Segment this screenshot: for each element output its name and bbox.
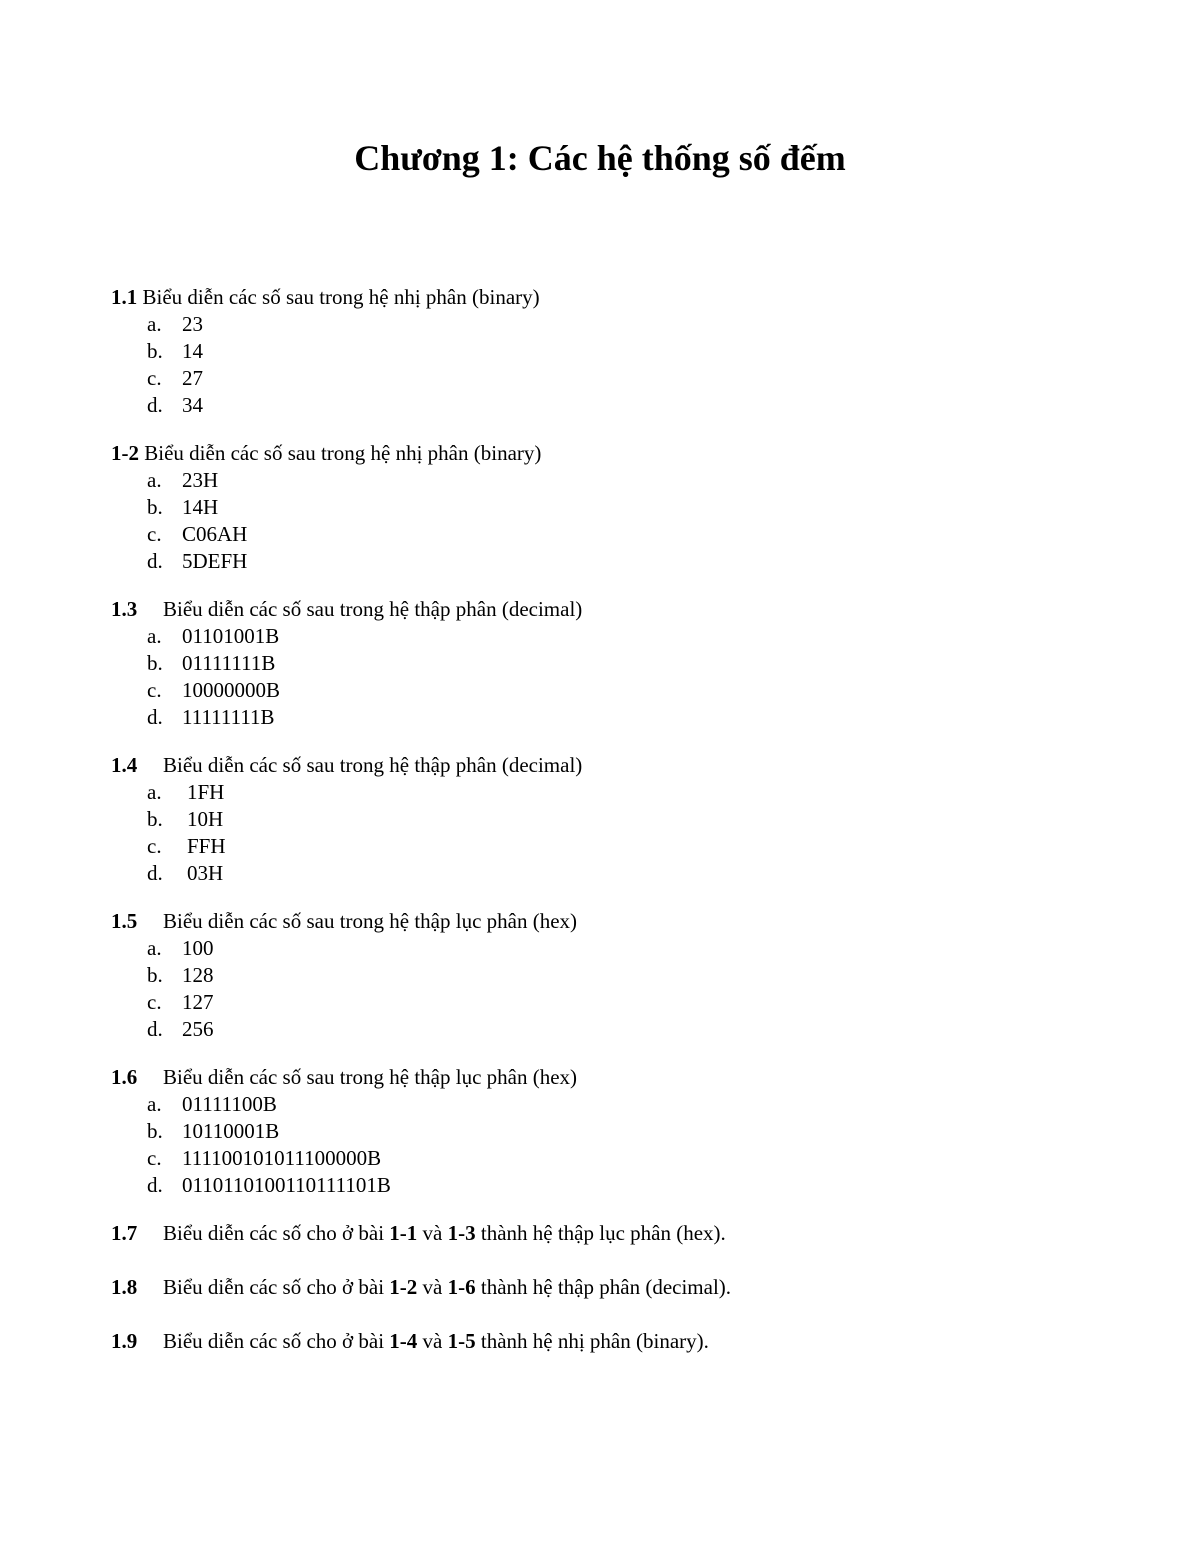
exercise-1-8 xyxy=(111,1274,1111,1301)
option-value: 111100101011100000B xyxy=(182,1146,382,1170)
option-value: 10H xyxy=(187,807,224,831)
option-letter: c. xyxy=(147,1146,162,1170)
exercise-number: 1.9 xyxy=(111,1329,138,1353)
exercise-text: Biểu diễn các số cho ở bài xyxy=(163,1329,385,1353)
exercise-1-5 xyxy=(111,908,1111,1043)
option-item xyxy=(111,677,1111,704)
option-item xyxy=(111,935,1111,962)
option-item xyxy=(111,962,1111,989)
exercise-question xyxy=(111,752,1111,779)
option-letter: a. xyxy=(147,624,162,648)
option-item xyxy=(111,1016,1111,1043)
exercise-conjunction: và xyxy=(422,1329,443,1353)
option-item xyxy=(111,1145,1111,1172)
option-list xyxy=(111,1091,1111,1199)
option-item xyxy=(111,521,1111,548)
exercise-text-end: thành hệ thập lục phân (hex). xyxy=(480,1221,726,1245)
option-value: 27 xyxy=(182,366,203,390)
option-value: 5DEFH xyxy=(182,549,248,573)
option-value: 1FH xyxy=(187,780,225,804)
option-letter: c. xyxy=(147,990,162,1014)
exercise-text: Biểu diễn các số cho ở bài xyxy=(163,1221,385,1245)
option-item xyxy=(111,860,1111,887)
option-value: 01101001B xyxy=(182,624,280,648)
option-item xyxy=(111,392,1111,419)
exercise-ref: 1-6 xyxy=(447,1275,476,1299)
option-letter: d. xyxy=(147,1173,163,1197)
exercise-number: 1.7 xyxy=(111,1221,138,1245)
option-list xyxy=(111,779,1111,887)
option-item xyxy=(111,650,1111,677)
option-letter: b. xyxy=(147,807,163,831)
option-value: 256 xyxy=(182,1017,214,1041)
option-item xyxy=(111,779,1111,806)
exercise-text: Biểu diễn các số sau trong hệ nhị phân (binary) xyxy=(144,441,542,465)
option-value: 11111111B xyxy=(182,705,275,729)
option-item xyxy=(111,548,1111,575)
option-letter: d. xyxy=(147,1017,163,1041)
option-item xyxy=(111,806,1111,833)
option-letter: a. xyxy=(147,1092,162,1116)
option-letter: b. xyxy=(147,651,163,675)
exercise-number: 1.1 xyxy=(111,285,138,309)
option-value: 100 xyxy=(182,936,214,960)
option-item xyxy=(111,989,1111,1016)
exercise-question xyxy=(111,596,1111,623)
exercise-text-end: thành hệ thập phân (decimal). xyxy=(480,1275,732,1299)
exercise-text: Biểu diễn các số sau trong hệ thập lục phân (hex) xyxy=(163,909,578,933)
option-value: 01111111B xyxy=(182,651,276,675)
option-list xyxy=(111,311,1111,419)
exercise-number: 1.6 xyxy=(111,1065,138,1089)
exercise-ref: 1-3 xyxy=(447,1221,476,1245)
option-letter: a. xyxy=(147,468,162,492)
exercise-1-9 xyxy=(111,1328,1111,1355)
exercise-number: 1.4 xyxy=(111,753,138,777)
option-value: 10110001B xyxy=(182,1119,280,1143)
exercise-question xyxy=(111,284,1111,311)
option-item xyxy=(111,1091,1111,1118)
option-value: 01111100B xyxy=(182,1092,277,1116)
exercise-text: Biểu diễn các số cho ở bài xyxy=(163,1275,385,1299)
option-item xyxy=(111,704,1111,731)
exercise-number: 1.5 xyxy=(111,909,138,933)
option-item xyxy=(111,833,1111,860)
option-letter: d. xyxy=(147,861,163,885)
exercise-ref: 1-4 xyxy=(389,1329,418,1353)
exercise-text-end: thành hệ nhị phân (binary). xyxy=(480,1329,709,1353)
exercise-1-7 xyxy=(111,1220,1111,1247)
exercise-conjunction: và xyxy=(422,1275,443,1299)
option-letter: b. xyxy=(147,1119,163,1143)
option-value: C06AH xyxy=(182,522,248,546)
option-value: 127 xyxy=(182,990,214,1014)
option-letter: b. xyxy=(147,963,163,987)
option-value: 23H xyxy=(182,468,219,492)
option-value: 128 xyxy=(182,963,214,987)
exercise-1-6 xyxy=(111,1064,1111,1199)
option-list xyxy=(111,623,1111,731)
option-letter: d. xyxy=(147,705,163,729)
option-item xyxy=(111,311,1111,338)
option-item xyxy=(111,338,1111,365)
option-letter: a. xyxy=(147,936,162,960)
option-value: 14H xyxy=(182,495,219,519)
option-item xyxy=(111,623,1111,650)
option-list xyxy=(111,935,1111,1043)
option-value: 03H xyxy=(187,861,224,885)
option-letter: c. xyxy=(147,678,162,702)
option-letter: d. xyxy=(147,549,163,573)
option-value: 14 xyxy=(182,339,203,363)
exercise-ref: 1-1 xyxy=(389,1221,418,1245)
exercise-text: Biểu diễn các số sau trong hệ thập phân (decimal) xyxy=(163,597,583,621)
exercise-text: Biểu diễn các số sau trong hệ thập phân (decimal) xyxy=(163,753,583,777)
option-item xyxy=(111,467,1111,494)
exercise-question xyxy=(111,1064,1111,1091)
exercise-1-1 xyxy=(111,284,1111,419)
option-letter: c. xyxy=(147,522,162,546)
exercise-1-2 xyxy=(111,440,1111,575)
exercise-conjunction: và xyxy=(422,1221,443,1245)
option-letter: c. xyxy=(147,366,162,390)
option-letter: a. xyxy=(147,780,162,804)
option-letter: c. xyxy=(147,834,162,858)
exercise-list xyxy=(111,284,1111,1382)
exercise-number: 1-2 xyxy=(111,441,139,465)
exercise-1-4 xyxy=(111,752,1111,887)
option-letter: a. xyxy=(147,312,162,336)
option-value: 23 xyxy=(182,312,203,336)
exercise-number: 1.8 xyxy=(111,1275,138,1299)
option-item xyxy=(111,1118,1111,1145)
exercise-ref: 1-2 xyxy=(389,1275,418,1299)
option-value: FFH xyxy=(187,834,226,858)
option-letter: d. xyxy=(147,393,163,417)
exercise-question xyxy=(111,440,1111,467)
exercise-text: Biểu diễn các số sau trong hệ thập lục phân (hex) xyxy=(163,1065,578,1089)
option-item xyxy=(111,1172,1111,1199)
exercise-1-3 xyxy=(111,596,1111,731)
option-item xyxy=(111,365,1111,392)
option-value: 10000000B xyxy=(182,678,281,702)
option-value: 0110110100110111101B xyxy=(182,1173,391,1197)
option-item xyxy=(111,494,1111,521)
option-letter: b. xyxy=(147,339,163,363)
exercise-number: 1.3 xyxy=(111,597,138,621)
option-letter: b. xyxy=(147,495,163,519)
option-value: 34 xyxy=(182,393,203,417)
option-list xyxy=(111,467,1111,575)
exercise-text: Biểu diễn các số sau trong hệ nhị phân (binary) xyxy=(142,285,540,309)
exercise-question xyxy=(111,908,1111,935)
exercise-ref: 1-5 xyxy=(447,1329,476,1353)
page-title: Chương 1: Các hệ thống số đếm xyxy=(354,138,846,178)
